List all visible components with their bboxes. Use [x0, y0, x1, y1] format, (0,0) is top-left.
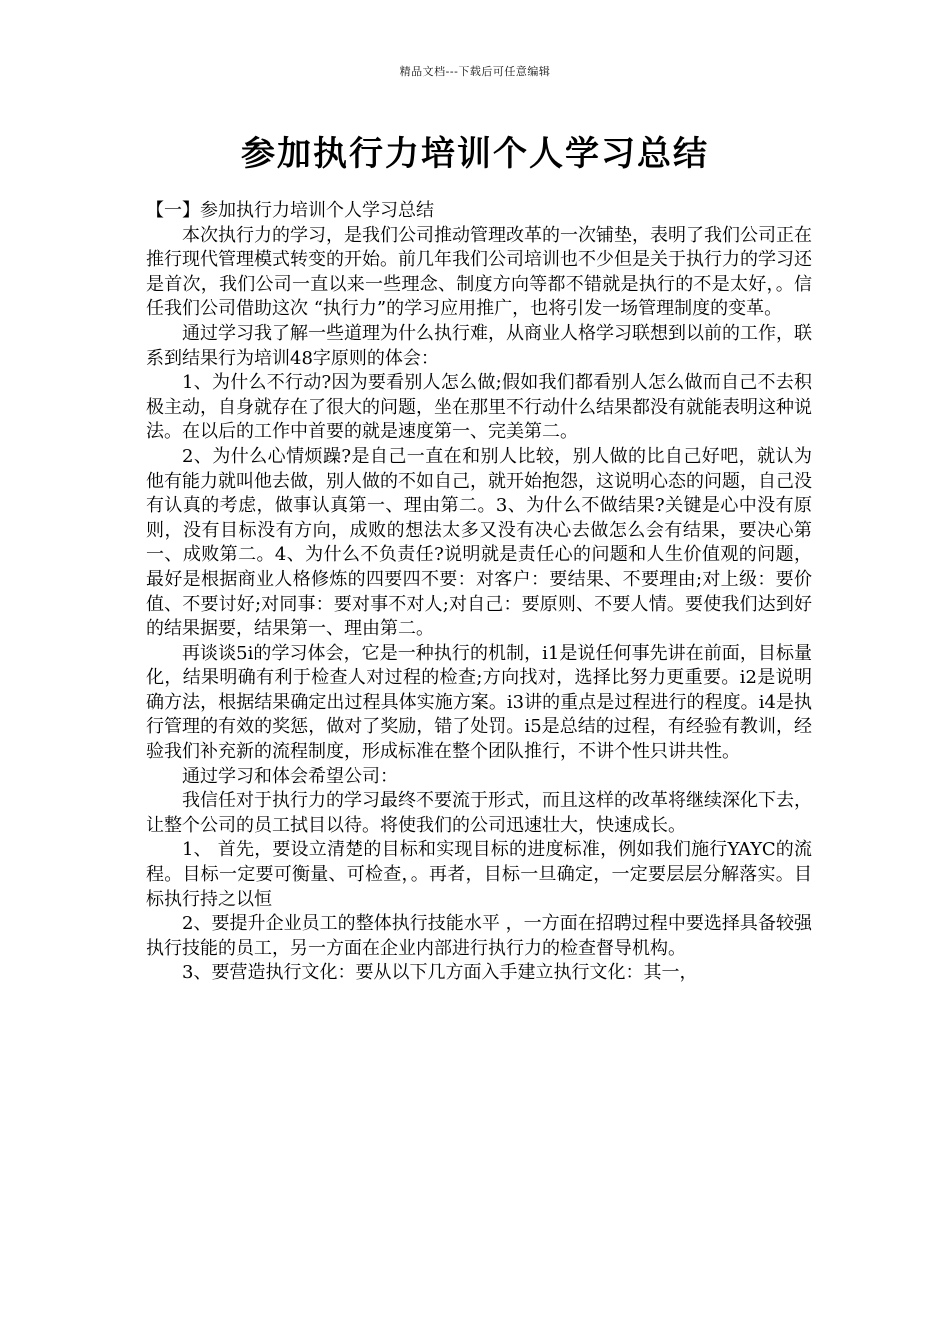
paragraph-hopes-heading: 通过学习和体会希望公司： [182, 765, 398, 787]
page-header: 精品文档---下载后可任意编辑 [399, 65, 551, 78]
paragraph-points-2-4: 2、为什么心情烦躁?是自己一直在和别人比较，别人做的比自己好吧，就认为他有能力就叫他去做，别人做的不如自己，就开始抱怨，这说明心态的问题，自己没有认真的考虑，做事认真第一、理由第二。3、为什么不做结果?关键是心中没有原则，没有目标没有方向，成败的想法太多又没有决心去做怎么会有结果，要决心第一、成败第二。4、为什么不负责任?说明就是责任心的问题和人生价值观的问题，最好是根据商业人格修炼的四要四不要：对客户：要结果、不要理由;对上级：要价值、不要讨好;对同事：要对事不对人;对自己：要原则、不要人情。要使我们达到好的结果据要，结果第一、理由第二。 [146, 445, 812, 640]
paragraph-5i: 再谈谈5i的学习体会，它是一种执行的机制，i1是说任何事先讲在前面，目标量化，结果明确有利于检查人对过程的检查;方向找对，选择比努力更重要。i2是说明确方法，根据结果确定出过程具体实施方案。i3讲的重点是过程进行的程度。i4是执行管理的有效的奖惩，做对了奖励，错了处罚。i5是总结的过程，有经验有教训，经验我们补充新的流程制度，形成标准在整个团队推行，不讲个性只讲共性。 [146, 642, 812, 763]
paragraph-point-1: 1、为什么不行动?因为要看别人怎么做;假如我们都看别人怎么做而自己不去积极主动，自身就存在了很大的问题，坐在那里不行动什么结果都没有就能表明这种说法。在以后的工作中首要的就是速度第一、完美第二。 [146, 372, 812, 443]
document-body [146, 199, 812, 986]
paragraph-belief: 我信任对于执行力的学习最终不要流于形式，而且这样的改革将继续深化下去，让整个公司的员工拭目以待。将使我们的公司迅速壮大，快速成长。 [146, 790, 812, 836]
paragraph-intro: 本次执行力的学习，是我们公司推动管理改革的一次铺垫，表明了我们公司正在推行现代管理模式转变的开始。前几年我们公司培训也不少但是关于执行力的学习还是首次，我们公司一直以来一些理念、制度方向等都不错就是执行的不是太好，。信任我们公司借助这次 “执行力”的学习应用推广，也将引发一场管理制度的变革。 [146, 224, 812, 320]
section-heading: 【一】参加执行力培训个人学习总结 [146, 200, 434, 221]
paragraph-hope-1: 1、 首先，要设立清楚的目标和实现目标的进度标准，例如我们施行YAYC的流程。目标一定要可衡量、可检查，。再者，目标一旦确定，一定要层层分解落实。目标执行持之以恒 [146, 839, 812, 910]
document-title: 参加执行力培训个人学习总结 [241, 134, 709, 174]
paragraph-hope-2: 2、要提升企业员工的整体执行技能水平 ，一方面在招聘过程中要选择具备较强执行技能的员工，另一方面在企业内部进行执行力的检查督导机构。 [146, 913, 812, 959]
paragraph-hope-3: 3、要营造执行文化：要从以下几方面入手建立执行文化：其一， [182, 962, 698, 984]
paragraph-lessons-intro: 通过学习我了解一些道理为什么执行难，从商业人格学习联想到以前的工作，联系到结果行为培训48字原则的体会： [146, 322, 812, 369]
